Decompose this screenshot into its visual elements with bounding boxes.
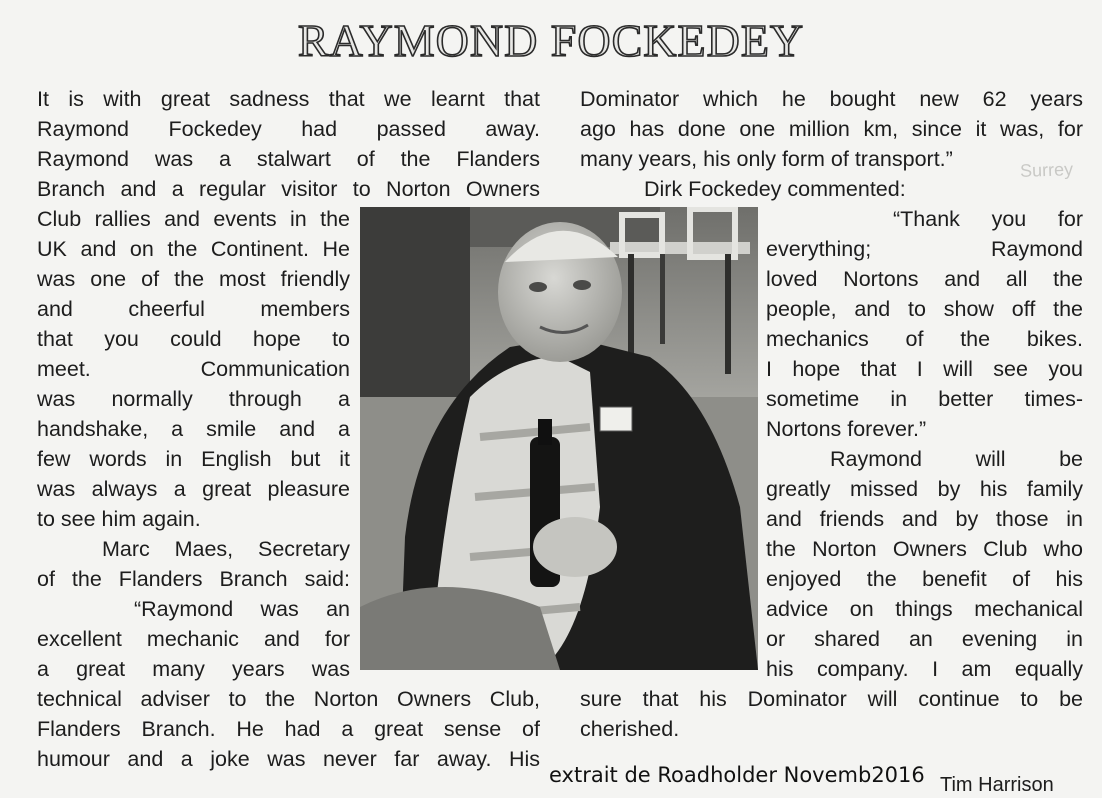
right-col-line-19: or shared an evening in [766,627,1083,651]
right-col-line-17: enjoyed the benefit of his [766,567,1083,591]
left-col-line-11: was normally through a [37,387,350,411]
right-col-line-13: Raymond will be [830,447,1083,471]
right-col-line-2: ago has done one million km, since it was, for [580,117,1083,141]
right-col-line-7: loved Nortons and all the [766,267,1083,291]
left-col-line-6: UK and on the Continent. He [37,237,350,261]
left-col-line-3: Raymond was a stalwart of the Flanders [37,147,540,171]
portrait-illustration [360,207,758,670]
author-signature: Tim Harrison [940,774,1054,796]
left-col-line-18: “Raymond was an [134,597,350,621]
right-col-line-18: advice on things mechanical [766,597,1083,621]
right-col-line-10: I hope that I will see you [766,357,1083,381]
source-caption: extrait de Roadholder Novemb2016 [549,763,925,787]
right-col-line-1: Dominator which he bought new 62 years [580,87,1083,111]
left-col-line-12: handshake, a smile and a [37,417,350,441]
left-col-line-9: that you could hope to [37,327,350,351]
left-col-line-22: Flanders Branch. He had a great sense of [37,717,540,741]
left-col-line-20: a great many years was [37,657,350,681]
left-col-line-2: Raymond Fockedey had passed away. [37,117,540,141]
show-through-text: Surrey [1019,159,1074,181]
left-col-line-8: and cheerful members [37,297,350,321]
left-col-line-10: meet. Communication [37,357,350,381]
left-col-line-21: technical adviser to the Norton Owners Club, [37,687,540,711]
right-col-line-22: cherished. [580,717,680,741]
right-col-line-9: mechanics of the bikes. [766,327,1083,351]
right-col-line-20: his company. I am equally [766,657,1083,681]
right-col-line-5: “Thank you for [893,207,1083,231]
right-col-line-8: people, and to show off the [766,297,1083,321]
left-col-line-16: Marc Maes, Secretary [102,537,350,561]
left-col-line-5: Club rallies and events in the [37,207,350,231]
right-col-line-4: Dirk Fockedey commented: [644,177,906,201]
left-col-line-17: of the Flanders Branch said: [37,567,350,591]
right-col-line-21: sure that his Dominator will continue to be [580,687,1083,711]
right-col-line-14: greatly missed by his family [766,477,1083,501]
right-col-line-3: many years, his only form of transport.” [580,147,953,171]
right-col-line-12: Nortons forever.” [766,417,927,441]
right-col-line-15: and friends and by those in [766,507,1083,531]
right-col-line-16: the Norton Owners Club who [766,537,1083,561]
portrait-photo [360,207,758,670]
left-col-line-19: excellent mechanic and for [37,627,350,651]
right-col-line-6: everything; Raymond [766,237,1083,261]
right-col-line-11: sometime in better times- [766,387,1083,411]
left-col-line-15: to see him again. [37,507,201,531]
left-col-line-23: humour and a joke was never far away. His [37,747,540,771]
left-col-line-14: was always a great pleasure [37,477,350,501]
left-col-line-4: Branch and a regular visitor to Norton Owners [37,177,540,201]
left-col-line-1: It is with great sadness that we learnt that [37,87,540,111]
left-col-line-7: was one of the most friendly [37,267,350,291]
article-title: RAYMOND FOCKEDEY [297,15,805,66]
left-col-line-13: few words in English but it [37,447,350,471]
